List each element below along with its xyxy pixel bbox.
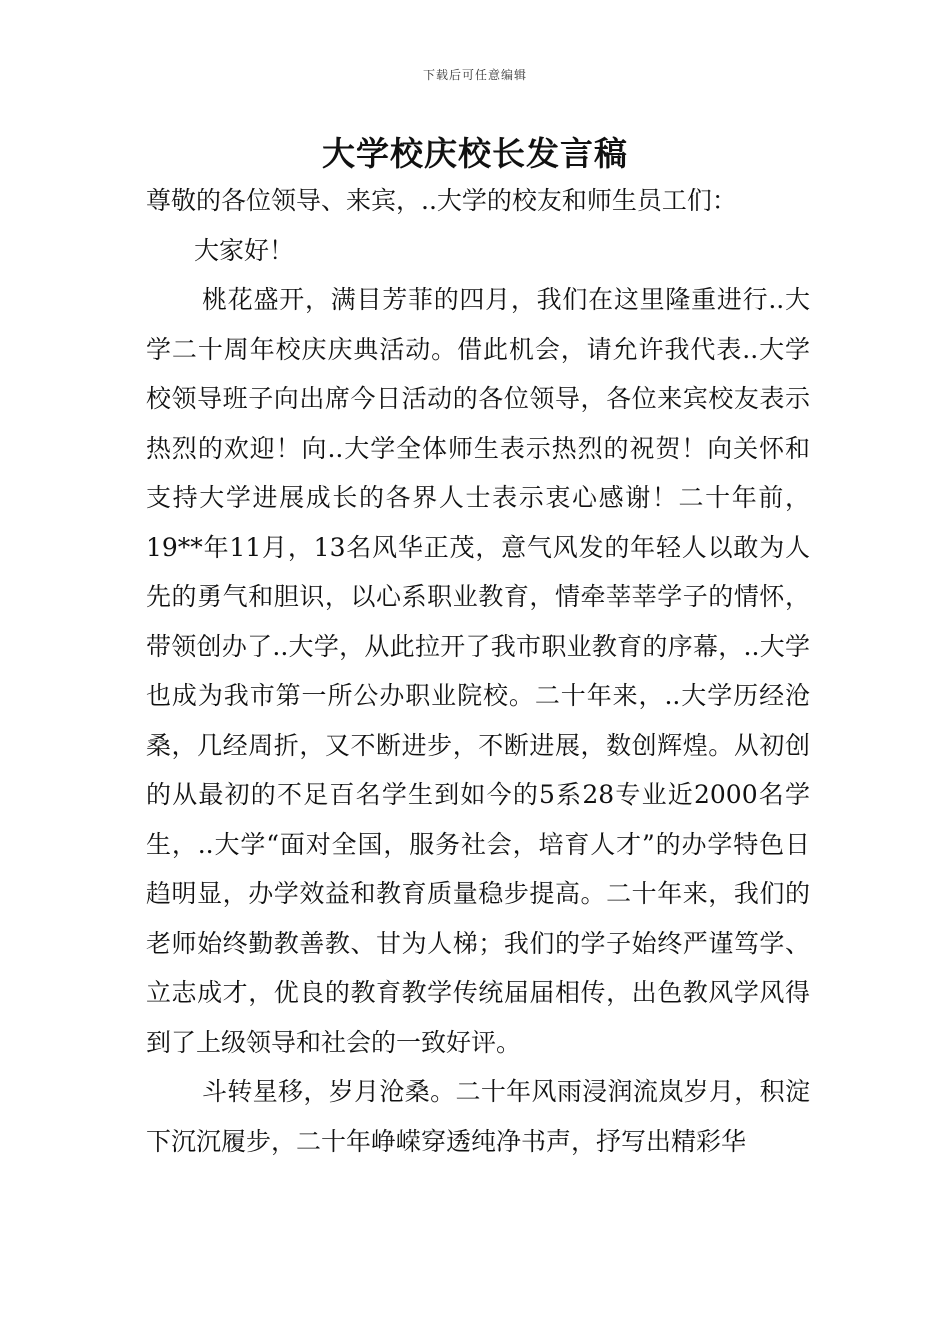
header-note: 下载后可任意编辑 [422, 68, 527, 82]
paragraph-2: 斗转星移，岁月沧桑。二十年风雨浸润流岚岁月，积淀下沉沉履步，二十年峥嵘穿透纯净书声，抒写出精彩华 [146, 1077, 810, 1156]
greeting: 大家好！ [194, 235, 295, 265]
document-body [146, 176, 810, 1166]
document-title: 大学校庆校长发言稿 [322, 134, 628, 173]
paragraph-1: 桃花盛开，满目芳菲的四月，我们在这里隆重进行..大学二十周年校庆庆典活动。借此机会，请允许我代表..大学校领导班子向出席今日活动的各位领导，各位来宾校友表示热烈的欢迎！向..大学全体师生表示热烈的祝贺！向关怀和支持大学进展成长的各界人士表示衷心感谢！二十年前，19**年11月，13名风华正茂，意气风发的年轻人以敢为人先的勇气和胆识，以心系职业教育，情牵莘莘学子的情怀，带领创办了..大学，从此拉开了我市职业教育的序幕，..大学也成为我市第一所公办职业院校。二十年来，..大学历经沧桑，几经周折，又不断进步，不断进展，数创辉煌。从初创的从最初的不足百名学生到如今的5系28专业近2000名学生，..大学“面对全国，服务社会，培育人才”的办学特色日趋明显，办学效益和教育质量稳步提高。二十年来，我们的老师始终勤教善教、甘为人梯；我们的学子始终严谨笃学、立志成才，优良的教育教学传统届届相传，出色教风学风得到了上级领导和社会的一致好评。 [146, 285, 810, 1057]
salutation: 尊敬的各位领导、来宾，..大学的校友和师生员工们： [146, 186, 737, 215]
